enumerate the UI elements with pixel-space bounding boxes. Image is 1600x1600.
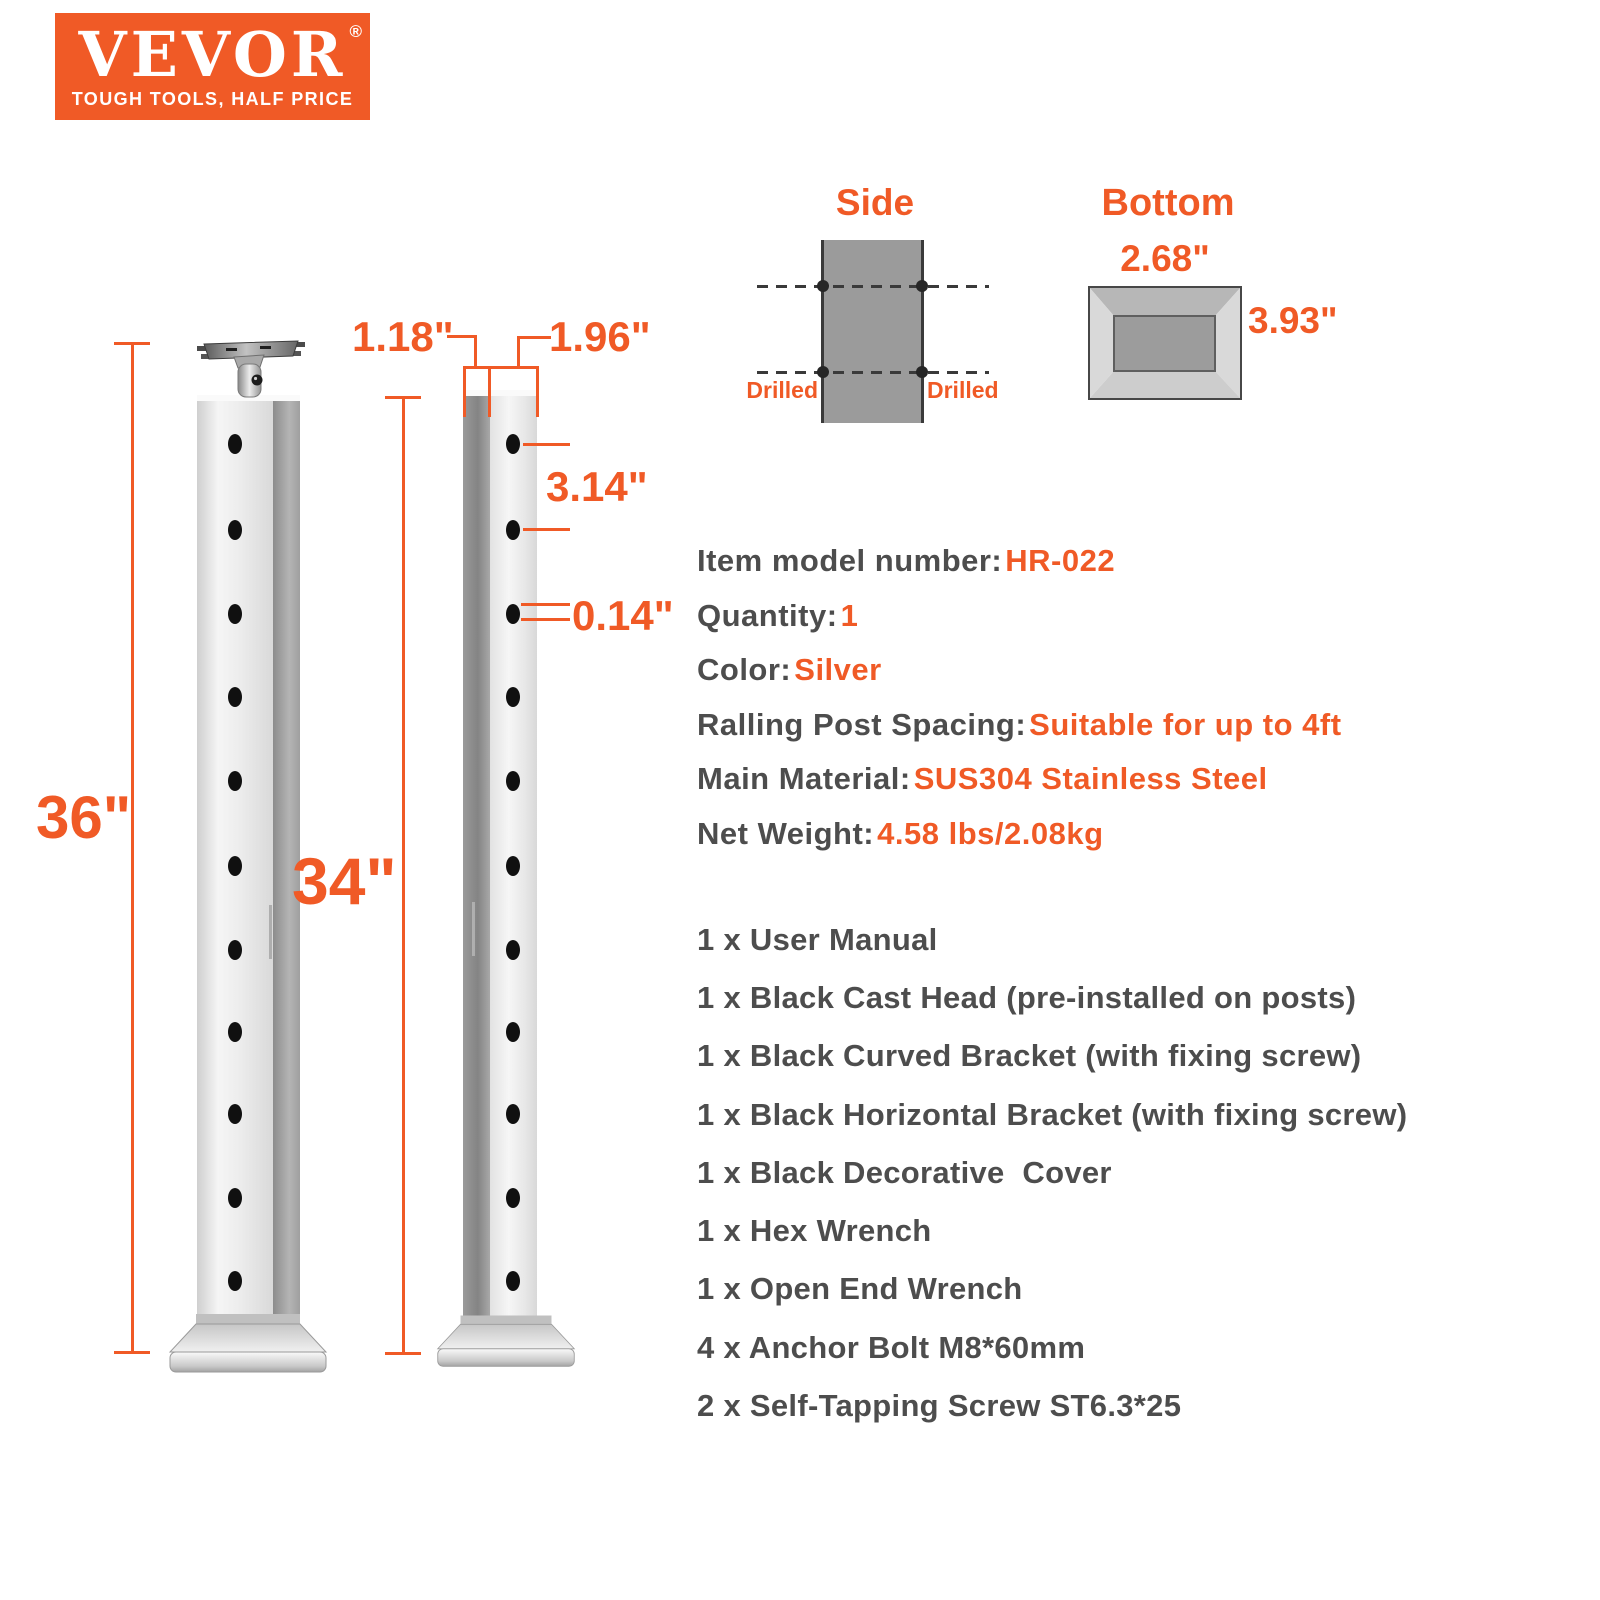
leader-1-18-v — [474, 335, 477, 369]
registered-trademark-icon: ® — [349, 22, 362, 41]
spec-label: Net Weight: — [697, 816, 875, 851]
right-post-base-cover — [436, 1312, 576, 1375]
cable-hole — [506, 856, 520, 876]
drilled-label-left: Drilled — [746, 377, 818, 403]
cable-hole — [506, 1271, 520, 1291]
spec-row-color — [697, 652, 882, 696]
leader-1-96-h — [517, 336, 551, 339]
cable-hole — [506, 687, 520, 707]
spec-value: 4.58 lbs/2.08kg — [877, 816, 1104, 851]
cable-hole — [506, 520, 520, 540]
leader-hole-spacing-bottom — [523, 528, 570, 531]
side-view-drill-point — [817, 280, 829, 292]
spec-row-material — [697, 761, 1268, 805]
dim-cap-36in-top — [114, 342, 150, 345]
cable-hole — [506, 940, 520, 960]
dim-label-1-18in: 1.18" — [352, 313, 454, 360]
cable-hole — [506, 604, 520, 624]
dim-label-2-68in: 2.68" — [1120, 238, 1210, 279]
side-view-dashed-line-upper — [757, 285, 989, 288]
packing-list-item: 1 x Black Cast Head (pre-installed on posts) — [697, 980, 1357, 1015]
spec-label: Item model number: — [697, 543, 1003, 578]
bottom-view-base-drawing — [1088, 286, 1242, 400]
cable-hole — [228, 856, 242, 876]
logo-brand-text: VEVOR — [78, 18, 347, 91]
bracket-right-line — [536, 366, 539, 417]
side-view-drill-point — [916, 280, 928, 292]
spec-value: Silver — [794, 652, 882, 687]
packing-list-item: 1 x Black Horizontal Bracket (with fixing screw) — [697, 1097, 1408, 1132]
side-view-title: Side — [835, 182, 915, 223]
right-post-etched-marking — [472, 902, 475, 956]
side-view-post-section — [821, 240, 924, 423]
bracket-top-line — [463, 366, 539, 369]
spec-row-weight — [697, 816, 1104, 860]
spec-label: Main Material: — [697, 761, 911, 796]
right-post-top-edge — [463, 390, 537, 396]
vevor-logo — [55, 13, 370, 120]
cable-hole — [506, 434, 520, 454]
dim-label-36in: 36" — [36, 784, 132, 851]
cable-hole — [506, 1188, 520, 1208]
side-view-drill-point — [817, 366, 829, 378]
spec-row-quantity — [697, 598, 858, 642]
packing-list-item: 2 x Self-Tapping Screw ST6.3*25 — [697, 1388, 1182, 1423]
cast-head — [196, 336, 306, 400]
bracket-left-line — [463, 366, 466, 417]
dim-label-1-96in: 1.96" — [549, 313, 651, 360]
cable-hole — [228, 520, 242, 540]
packing-list-item: 1 x Open End Wrench — [697, 1271, 1023, 1306]
left-post-base-cover — [168, 1314, 328, 1378]
logo-tagline: TOUGH TOOLS, HALF PRICE — [71, 89, 354, 109]
dim-line-34in — [402, 397, 405, 1354]
dim-cap-34in-top — [385, 396, 421, 399]
cable-hole — [228, 1188, 242, 1208]
leader-1-96-v — [517, 336, 520, 369]
cable-hole — [228, 940, 242, 960]
cable-hole — [228, 1022, 242, 1042]
packing-list-item: 1 x User Manual — [697, 922, 938, 957]
cable-hole — [506, 771, 520, 791]
dim-line-36in — [131, 343, 134, 1353]
cable-hole — [228, 771, 242, 791]
spec-label: Quantity: — [697, 598, 838, 633]
cable-hole — [228, 687, 242, 707]
cable-hole — [506, 1022, 520, 1042]
spec-label: Ralling Post Spacing: — [697, 707, 1027, 742]
leader-hole-size-bottom — [521, 618, 570, 621]
dim-label-3-93in: 3.93" — [1248, 300, 1338, 341]
packing-list-item: 1 x Black Decorative Cover — [697, 1155, 1112, 1190]
side-view-dashed-line-lower — [757, 371, 989, 374]
spec-value: SUS304 Stainless Steel — [913, 761, 1268, 796]
cable-hole — [228, 434, 242, 454]
cable-hole — [506, 1104, 520, 1124]
dim-label-3-14in: 3.14" — [546, 463, 648, 510]
dim-label-0-14in: 0.14" — [572, 592, 674, 639]
cable-hole — [228, 1271, 242, 1291]
right-post-side-face — [463, 390, 490, 1318]
left-post-etched-marking — [269, 905, 272, 959]
spec-value: HR-022 — [1005, 543, 1116, 578]
bottom-view-title: Bottom — [1101, 182, 1235, 224]
spec-value: 1 — [840, 598, 859, 633]
bracket-mid-line — [488, 366, 491, 417]
spec-row-model — [697, 543, 1115, 587]
spec-label: Color: — [697, 652, 792, 687]
leader-hole-spacing-top — [523, 443, 570, 446]
packing-list-item: 1 x Hex Wrench — [697, 1213, 932, 1248]
spec-row-spacing — [697, 707, 1342, 751]
leader-hole-size-top — [521, 603, 570, 606]
packing-list-item: 1 x Black Curved Bracket (with fixing screw) — [697, 1038, 1362, 1073]
cable-hole — [228, 1104, 242, 1124]
cable-hole — [228, 604, 242, 624]
dim-label-34in: 34" — [292, 844, 397, 918]
packing-list-item: 4 x Anchor Bolt M8*60mm — [697, 1330, 1086, 1365]
dim-cap-34in-bottom — [385, 1352, 421, 1355]
drilled-label-right: Drilled — [927, 377, 999, 403]
spec-value: Suitable for up to 4ft — [1029, 707, 1342, 742]
dim-cap-36in-bottom — [114, 1351, 150, 1354]
